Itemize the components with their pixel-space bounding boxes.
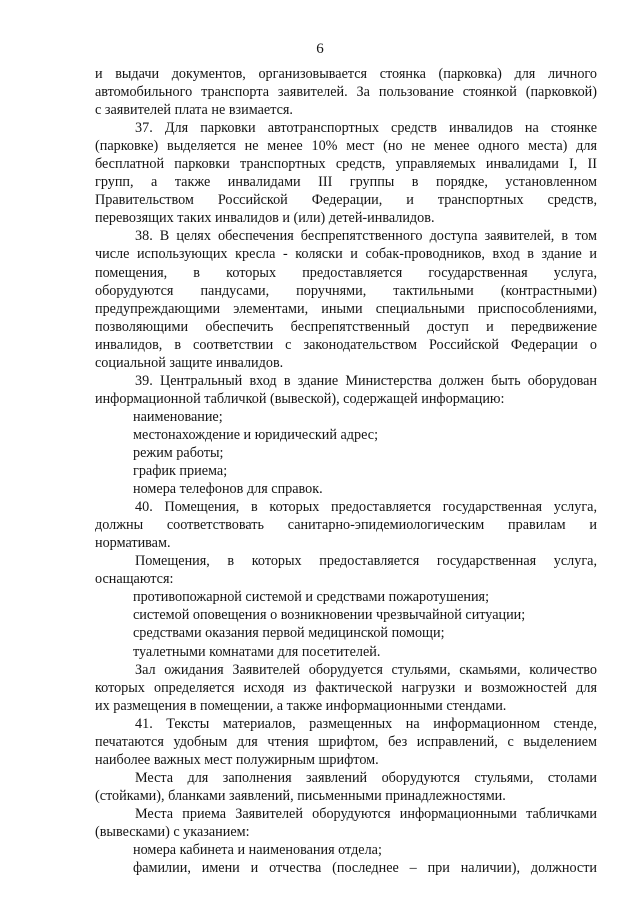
text-line: их размещения в помещении, а также информационными стендами.	[95, 697, 507, 714]
text-line: системой оповещения о возникновении чрезвычайной ситуации;	[133, 607, 526, 624]
text-line: предупреждающими элементами, иными специальными приспособлениями,	[95, 300, 597, 317]
text-line: перевозящих таких инвалидов и (или) детей-инвалидов.	[95, 210, 435, 227]
text-line: бесплатной парковки транспортных средств, управляемых инвалидами I, II	[95, 156, 597, 173]
text-line: печатаются удобным для чтения шрифтом, без исправлений, с выделением	[95, 733, 597, 750]
text-line: (вывесками) с указанием:	[95, 823, 250, 840]
text-line: (стойками), бланками заявлений, письменными принадлежностями.	[95, 787, 506, 804]
text-line: номера телефонов для справок.	[133, 481, 323, 498]
text-line: 39. Центральный вход в здание Министерства должен быть оборудован	[135, 372, 597, 389]
text-line: наиболее важных мест полужирным шрифтом.	[95, 751, 379, 768]
text-line: социальной защите инвалидов.	[95, 354, 284, 371]
text-line: позволяющими обеспечить беспрепятственный доступ и передвижение	[95, 318, 597, 335]
text-line: и выдачи документов, организовывается стоянка (парковка) для личного	[95, 66, 597, 82]
text-line: фамилии, имени и отчества (последнее – при наличии), должности	[133, 860, 597, 877]
text-line: должны соответствовать санитарно-эпидемиологическим правилам и	[95, 517, 597, 534]
text-line: Зал ожидания Заявителей оборудуется стульями, скамьями, количество	[135, 661, 597, 678]
page-number: 6	[316, 41, 324, 57]
text-line: нормативам.	[95, 535, 171, 552]
text-line: номера кабинета и наименования отдела;	[133, 842, 382, 859]
text-line: туалетными комнатами для посетителей.	[133, 643, 381, 660]
text-line: средствами оказания первой медицинской помощи;	[133, 625, 445, 642]
text-line: 41. Тексты материалов, размещенных на информационном стенде,	[135, 715, 597, 732]
text-line: Помещения, в которых предоставляется государственная услуга,	[135, 553, 597, 570]
text-line: 40. Помещения, в которых предоставляется государственная услуга,	[135, 499, 597, 516]
text-line: Правительством Российской Федерации, и транспортных средств,	[95, 192, 597, 209]
text-line: помещения, в которых предоставляется государственная услуга,	[95, 264, 597, 281]
text-line: 37. Для парковки автотранспортных средств инвалидов на стоянке	[135, 120, 597, 137]
text-line: 38. В целях обеспечения беспрепятственного доступа заявителей, в том	[135, 228, 597, 245]
text-line: (парковке) выделяется не менее 10% мест (но не менее одного места) для	[95, 138, 597, 155]
text-line: местонахождение и юридический адрес;	[133, 426, 379, 443]
text-line: наименование;	[133, 408, 223, 425]
text-line: числе использующих кресла - коляски и собак-проводников, вход в здание и	[95, 246, 597, 263]
text-line: противопожарной системой и средствами пожаротушения;	[133, 589, 490, 606]
text-line: оснащаются:	[95, 571, 174, 588]
text-line: оборудуются пандусами, поручнями, тактильными (контрастными)	[95, 282, 597, 299]
text-line: с заявителей плата не взимается.	[95, 102, 293, 119]
text-line: Места для заполнения заявлений оборудуются стульями, столами	[135, 769, 597, 786]
text-line: групп, а также инвалидами III группы в порядке, установленном	[95, 174, 597, 191]
text-line: инвалидов, в соответствии с законодательством Российской Федерации о	[95, 336, 597, 353]
text-line: информационной табличкой (вывеской), содержащей информацию:	[95, 390, 505, 407]
text-line: которых определяется исходя из фактической нагрузки и возможностей для	[95, 679, 597, 696]
text-line: автомобильного транспорта заявителей. За пользование стоянкой (парковкой)	[95, 84, 597, 101]
text-line: Места приема Заявителей оборудуются информационными табличками	[135, 805, 597, 822]
document-body	[95, 65, 597, 877]
text-line: график приема;	[133, 463, 228, 480]
text-line: режим работы;	[133, 444, 224, 461]
